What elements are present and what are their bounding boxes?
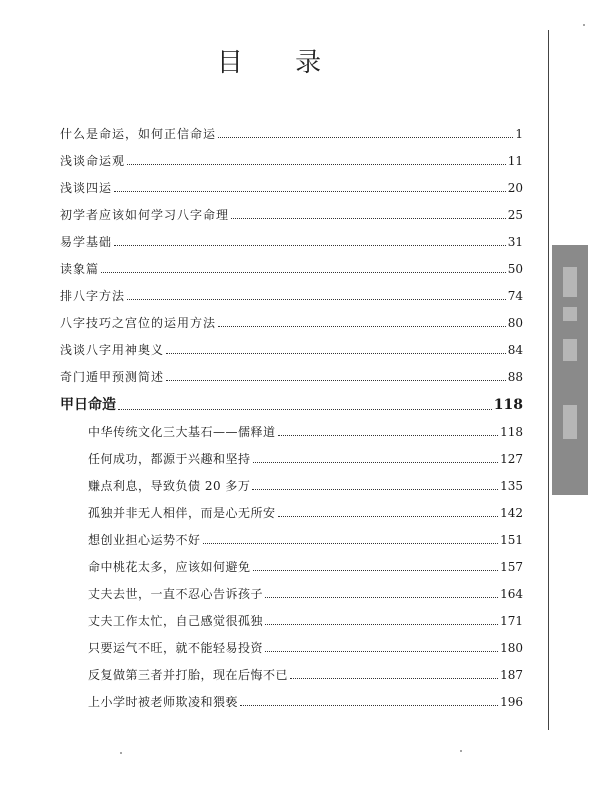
toc-entry-title: 中华传统文化三大基石——儒释道 xyxy=(88,425,276,439)
toc-entry[interactable] xyxy=(60,262,523,276)
toc-entry-page: 171 xyxy=(500,614,523,628)
toc-entry-title: 丈夫工作太忙，自己感觉很孤独 xyxy=(88,614,264,628)
toc-entry-page: 196 xyxy=(500,695,523,709)
toc-entry-title: 读象篇 xyxy=(60,262,100,276)
toc-entry-page: 20 xyxy=(507,181,523,195)
dot-leader xyxy=(278,435,499,436)
toc-entry-page: 80 xyxy=(507,316,523,330)
toc-sub-entry[interactable] xyxy=(88,668,523,682)
toc-entry-page: 142 xyxy=(500,506,523,520)
toc-entry[interactable] xyxy=(60,208,523,222)
dot-leader xyxy=(166,380,506,381)
dot-leader xyxy=(252,489,498,490)
dot-leader xyxy=(114,245,506,246)
dot-leader xyxy=(203,543,499,544)
chapter-side-tab xyxy=(552,245,588,495)
toc-entry-page: 31 xyxy=(507,235,523,249)
toc-entry-title: 八字技巧之宫位的运用方法 xyxy=(60,316,217,330)
dot-leader xyxy=(166,353,506,354)
toc-entry[interactable] xyxy=(60,343,523,357)
toc-entry-page: 135 xyxy=(500,479,523,493)
toc-entry-page: 187 xyxy=(500,668,523,682)
dot-leader xyxy=(290,678,498,679)
dot-leader xyxy=(253,570,499,571)
dot-leader xyxy=(127,164,506,165)
toc-entry-title: 任何成功，都源于兴趣和坚持 xyxy=(88,452,251,466)
side-tab-glyph xyxy=(563,405,577,439)
side-tab-glyph xyxy=(563,307,577,321)
toc-entry-page: 25 xyxy=(507,208,523,222)
dot-leader xyxy=(231,218,506,219)
dot-leader xyxy=(265,597,498,598)
toc-entry-page: 88 xyxy=(507,370,523,384)
toc-entry[interactable] xyxy=(60,370,523,384)
dot-leader xyxy=(218,137,513,138)
toc-entry[interactable] xyxy=(60,127,523,141)
toc-entry-title: 命中桃花太多，应该如何避免 xyxy=(88,560,251,574)
toc-entry-page: 11 xyxy=(507,154,523,168)
toc-sub-entry[interactable] xyxy=(88,641,523,655)
scan-speck xyxy=(460,750,462,752)
toc-entry[interactable] xyxy=(60,235,523,249)
toc-sub-entry[interactable] xyxy=(88,614,523,628)
toc-sub-entry[interactable] xyxy=(88,425,523,439)
toc-entry-title: 想创业担心运势不好 xyxy=(88,533,201,547)
page-title: 目 录 xyxy=(216,48,344,78)
toc-entry[interactable] xyxy=(60,289,523,303)
dot-leader xyxy=(265,651,498,652)
toc-sub-entry[interactable] xyxy=(88,695,523,709)
toc-entry-page: 74 xyxy=(507,289,523,303)
toc-entry-page: 164 xyxy=(500,587,523,601)
toc-entry[interactable] xyxy=(60,154,523,168)
toc-entry[interactable] xyxy=(60,316,523,330)
toc-sub-entry[interactable] xyxy=(88,452,523,466)
toc-entry-page: 151 xyxy=(500,533,523,547)
dot-leader xyxy=(218,326,506,327)
side-tab-glyph xyxy=(563,339,577,361)
side-tab-glyph xyxy=(563,267,577,297)
toc-entry-title: 初学者应该如何学习八字命理 xyxy=(60,208,230,222)
toc-sub-entry[interactable] xyxy=(88,587,523,601)
dot-leader xyxy=(265,624,498,625)
toc-section-heading[interactable] xyxy=(60,397,523,413)
dot-leader xyxy=(240,705,498,706)
toc-entry-title: 丈夫去世，一直不忍心告诉孩子 xyxy=(88,587,264,601)
toc-entry-title: 浅谈四运 xyxy=(60,181,113,195)
scan-speck xyxy=(120,752,122,754)
toc-entry-page: 84 xyxy=(507,343,523,357)
toc-entry-title: 上小学时被老师欺凌和猥亵 xyxy=(88,695,239,709)
toc-entry-title: 什么是命运，如何正信命运 xyxy=(60,127,217,141)
toc-sub-entry[interactable] xyxy=(88,506,523,520)
toc-entry-page: 127 xyxy=(500,452,523,466)
dot-leader xyxy=(127,299,506,300)
toc-entry-page: 1 xyxy=(515,127,523,141)
page-edge-line xyxy=(548,30,549,730)
toc-entry-page: 50 xyxy=(507,262,523,276)
toc-entry-title: 奇门遁甲预测简述 xyxy=(60,370,165,384)
toc-entry-title: 浅谈八字用神奥义 xyxy=(60,343,165,357)
toc-entry[interactable] xyxy=(60,181,523,195)
toc-sub-entry[interactable] xyxy=(88,560,523,574)
toc-entry-page: 118 xyxy=(500,425,523,439)
toc-entry-title: 孤独并非无人相伴，而是心无所安 xyxy=(88,506,276,520)
toc-entry-title: 赚点利息，导致负债 20 多万 xyxy=(88,479,251,493)
dot-leader xyxy=(253,462,499,463)
dot-leader xyxy=(101,272,506,273)
dot-leader xyxy=(278,516,499,517)
scan-speck xyxy=(583,24,585,26)
toc-sub-entry[interactable] xyxy=(88,533,523,547)
toc-sub-entry[interactable] xyxy=(88,479,523,493)
toc-entry-title: 反复做第三者并打胎，现在后悔不已 xyxy=(88,668,289,682)
toc-entry-page: 157 xyxy=(500,560,523,574)
dot-leader xyxy=(118,409,492,410)
toc-section-title: 甲日命造 xyxy=(60,397,116,413)
toc-section-page: 118 xyxy=(493,397,523,413)
toc-entry-title: 易学基础 xyxy=(60,235,113,249)
toc-entry-title: 只要运气不旺，就不能轻易投资 xyxy=(88,641,264,655)
dot-leader xyxy=(114,191,506,192)
toc-entry-title: 排八字方法 xyxy=(60,289,126,303)
toc-entry-title: 浅谈命运观 xyxy=(60,154,126,168)
toc-entry-page: 180 xyxy=(500,641,523,655)
